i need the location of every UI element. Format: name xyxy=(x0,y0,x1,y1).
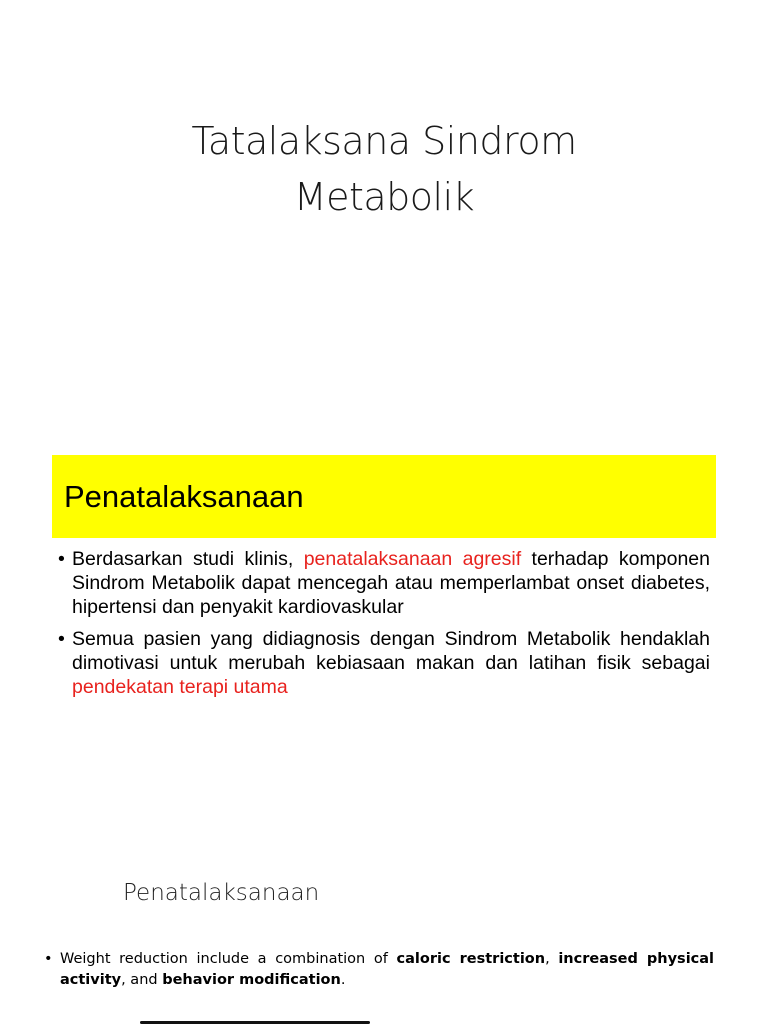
bullet-text: , and xyxy=(121,972,163,988)
section-heading-2: Penatalaksanaan xyxy=(123,880,320,906)
heading-band xyxy=(52,455,716,538)
section-heading: Penatalaksanaan xyxy=(64,479,304,514)
bullet-text: Berdasarkan studi klinis, xyxy=(72,548,304,570)
title-line-2: Metabolik xyxy=(293,175,475,219)
bullet-marker: • xyxy=(44,951,53,967)
bullet-item xyxy=(58,627,710,699)
bullet-text: , xyxy=(545,951,559,967)
bullet-text: Weight reduction include a combination of xyxy=(60,951,397,967)
title-slide xyxy=(0,0,768,440)
title-line-1: Tatalaksana Sindrom xyxy=(191,119,577,163)
bullet-list xyxy=(58,547,710,707)
bullet-text: Semua pasien yang didiagnosis dengan Sindrom Metabolik hendaklah dimotivasi untuk merubah kebiasaan makan dan latihan fisik sebagai xyxy=(72,628,710,674)
slide-title xyxy=(0,113,768,225)
bullet-bold: behavior modification xyxy=(162,972,341,988)
bullet-list-2 xyxy=(44,949,714,991)
bullet-bold: caloric restriction xyxy=(396,951,546,967)
bullet-bold: increased physical activity xyxy=(60,951,715,988)
bullet-text: . xyxy=(340,972,346,988)
bullet-highlight: pendekatan terapi utama xyxy=(72,676,288,698)
bullet-highlight: penatalaksanaan agresif xyxy=(303,548,522,570)
bullet-item xyxy=(44,949,714,991)
bullet-item xyxy=(58,547,710,619)
bullet-text: terhadap komponen Sindrom Metabolik dapat mencegah atau memperlambat onset diabetes, hipertensi dan penyakit kardiovaskular xyxy=(72,548,710,618)
bullet-marker: • xyxy=(58,548,65,570)
bullet-marker: • xyxy=(58,628,65,650)
